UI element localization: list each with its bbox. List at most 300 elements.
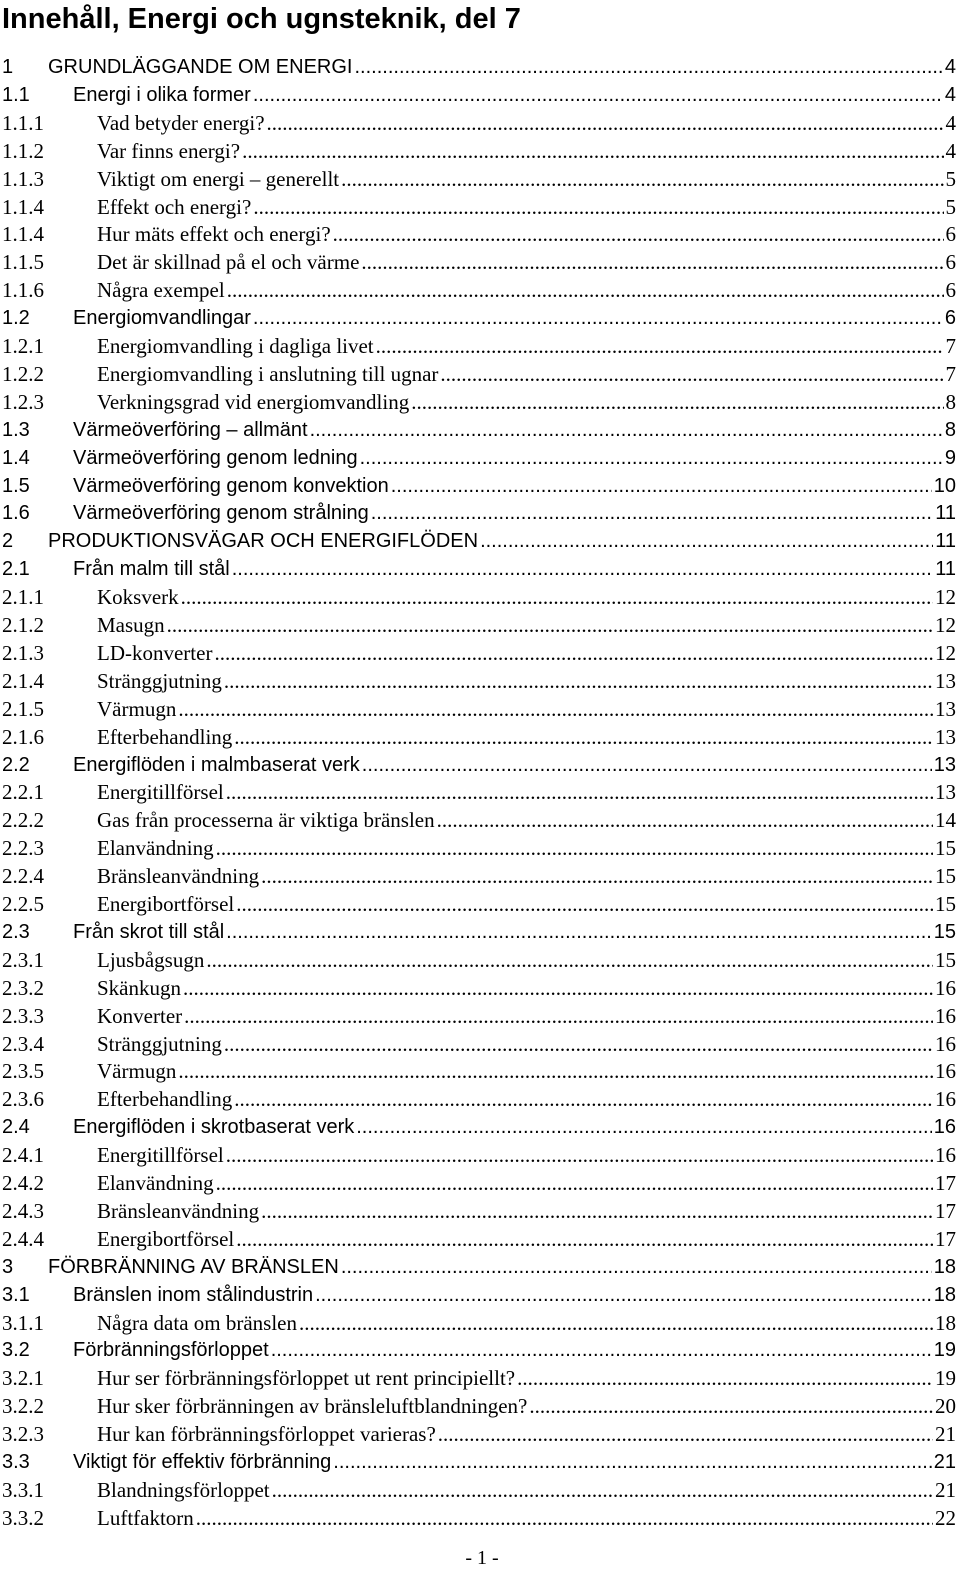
toc-entry-label — [73, 1337, 956, 1363]
toc-entry-label — [97, 1198, 956, 1224]
toc-entry[interactable] — [0, 277, 956, 303]
toc-entry[interactable] — [0, 138, 956, 164]
toc-entry-title: Hur mäts effekt och energi? — [97, 222, 331, 247]
dot-leader — [267, 110, 944, 136]
dot-leader — [183, 975, 933, 1001]
toc-entry-number: 1.1.5 — [2, 250, 44, 275]
toc-entry-title: Värmugn — [97, 1059, 177, 1084]
toc-entry-label — [97, 1086, 956, 1112]
toc-entry[interactable] — [0, 1198, 956, 1224]
toc-entry-title: Elanvändning — [97, 836, 214, 861]
toc-entry-page: 16 — [935, 975, 956, 1000]
toc-entry-label — [97, 1058, 956, 1084]
toc-entry[interactable] — [0, 500, 956, 526]
toc-entry-number: 1.1.6 — [2, 278, 44, 303]
toc-entry-page: 8 — [945, 389, 956, 414]
toc-entry-number: 2.3.1 — [2, 947, 44, 972]
toc-entry-number: 2.4.3 — [2, 1198, 44, 1223]
toc-entry-title: Skänkugn — [97, 975, 181, 1000]
page-number-footer: - 1 - — [465, 1547, 499, 1569]
toc-entry-page: 4 — [945, 110, 956, 135]
toc-entry-label — [73, 919, 956, 945]
toc-entry-title: LD-konverter — [97, 640, 213, 665]
toc-entry-title: Värmugn — [97, 696, 177, 721]
toc-entry-title: Förbränningsförloppet — [73, 1339, 269, 1362]
toc-entry[interactable] — [0, 668, 956, 694]
toc-entry-title: Energibortförsel — [97, 892, 235, 916]
dot-leader — [226, 919, 932, 945]
toc-entry[interactable] — [0, 1393, 956, 1419]
toc-entry-label — [73, 500, 956, 526]
toc-entry-number: 3.2.3 — [2, 1422, 44, 1447]
toc-entry-number: 1.2 — [2, 307, 30, 330]
toc-entry-number: 2.3.2 — [2, 975, 44, 1000]
toc-entry-label — [97, 1505, 956, 1531]
toc-entry[interactable] — [0, 389, 956, 415]
toc-entry-title: Luftfaktorn — [97, 1505, 194, 1530]
toc-entry[interactable] — [0, 54, 956, 80]
toc-entry[interactable] — [0, 1226, 956, 1252]
toc-entry-label — [97, 1170, 956, 1196]
toc-entry-label — [97, 584, 956, 610]
toc-entry-number: 1.2.3 — [2, 389, 44, 414]
dot-leader — [196, 1505, 933, 1531]
toc-entry-title: Vad betyder energi? — [97, 110, 265, 135]
toc-entry[interactable] — [0, 305, 956, 331]
toc-entry-label — [97, 1031, 956, 1057]
dot-leader — [361, 249, 943, 275]
toc-entry[interactable] — [0, 1058, 956, 1084]
toc-entry-label — [97, 221, 956, 247]
dot-leader — [341, 166, 943, 192]
dot-leader — [371, 500, 934, 526]
toc-entry-page: 6 — [945, 278, 956, 303]
toc-entry[interactable] — [0, 1170, 956, 1196]
toc-entry[interactable] — [0, 1254, 956, 1280]
toc-entry-number: 2.2 — [2, 753, 30, 776]
toc-entry-page: 15 — [935, 864, 956, 889]
toc-entry-title: Energiomvandlingar — [73, 307, 251, 330]
toc-entry-page: 11 — [935, 530, 956, 553]
toc-entry-title: Energibortförsel — [97, 1226, 235, 1251]
toc-entry-number: 3.1 — [2, 1283, 30, 1306]
toc-entry[interactable] — [0, 1337, 956, 1363]
toc-entry[interactable] — [0, 1282, 956, 1308]
dot-leader — [391, 473, 932, 499]
toc-entry-page: 15 — [935, 836, 956, 861]
toc-entry-page: 21 — [933, 1451, 956, 1473]
toc-entry-page: 13 — [935, 696, 956, 721]
dot-leader — [341, 1254, 932, 1280]
toc-entry-number: 1.4 — [2, 446, 30, 469]
toc-entry-label — [97, 166, 956, 192]
toc-entry-number: 3.3.2 — [2, 1505, 44, 1530]
toc-entry-title: Efterbehandling — [97, 1087, 233, 1112]
toc-entry-number: 2.3.4 — [2, 1031, 44, 1056]
toc-entry[interactable] — [0, 1086, 956, 1112]
toc-entry-title: Energitillförsel — [97, 780, 224, 805]
dot-leader — [226, 1142, 933, 1168]
toc-entry-page: 12 — [935, 613, 956, 637]
toc-entry-label — [97, 724, 956, 750]
toc-entry[interactable] — [0, 919, 956, 945]
toc-entry-number: 3 — [2, 1255, 14, 1278]
toc-entry-title: Konverter — [97, 1003, 183, 1028]
toc-entry-number: 2.2.5 — [2, 892, 44, 916]
toc-entry[interactable] — [0, 1421, 956, 1447]
toc-entry[interactable] — [0, 1114, 956, 1140]
toc-entry-title: Energiflöden i malmbaserat verk — [73, 753, 360, 776]
toc-entry-number: 3.2.2 — [2, 1394, 44, 1419]
toc-entry[interactable] — [0, 1003, 956, 1029]
toc-entry-label — [97, 361, 956, 387]
toc-entry-title: PRODUKTIONSVÄGAR OCH ENERGIFLÖDEN — [48, 530, 479, 553]
toc-entry-number: 1.1.4 — [2, 222, 44, 247]
toc-entry-page: 15 — [935, 947, 956, 972]
toc-entry-page: 6 — [945, 250, 956, 275]
toc-entry-title: Bränsleanvändning — [97, 864, 260, 889]
toc-entry-number: 2.1.1 — [2, 585, 44, 610]
toc-entry-page: 9 — [944, 446, 956, 469]
toc-entry-title: Värmeöverföring – allmänt — [73, 418, 308, 441]
dot-leader — [272, 1477, 933, 1503]
toc-entry-number: 3.3 — [2, 1451, 30, 1473]
toc-entry-page: 21 — [935, 1422, 956, 1447]
toc-entry-number: 3.1.1 — [2, 1310, 44, 1335]
toc-entry-number: 2.1 — [2, 558, 30, 581]
toc-entry-page: 17 — [935, 1198, 956, 1223]
toc-entry[interactable] — [0, 863, 956, 889]
toc-entry-title: Ljusbågsugn — [97, 947, 205, 972]
toc-entry-page: 21 — [935, 1477, 956, 1502]
toc-entry-label — [97, 1226, 956, 1252]
toc-entry-page: 19 — [933, 1339, 956, 1362]
dot-leader — [261, 1198, 933, 1224]
toc-entry-title: Det är skillnad på el och värme — [97, 250, 360, 275]
toc-entry-title: Energitillförsel — [97, 1143, 224, 1168]
toc-entry-number: 2.1.6 — [2, 724, 44, 749]
toc-entry-label — [97, 863, 956, 889]
toc-entry-label — [73, 1114, 956, 1140]
toc-entry-number: 1.6 — [2, 502, 30, 525]
toc-entry-number: 2.4.1 — [2, 1143, 44, 1168]
toc-entry-number: 2.1.2 — [2, 613, 44, 637]
toc-entry-label — [97, 947, 956, 973]
toc-entry-number: 2.1.4 — [2, 668, 44, 693]
toc-entry-page: 14 — [935, 808, 956, 833]
toc-entry-title: Energiflöden i skrotbaserat verk — [73, 1116, 355, 1139]
toc-entry-label — [73, 445, 956, 471]
toc-entry-page: 10 — [933, 474, 956, 497]
toc-entry-label — [73, 473, 956, 499]
toc-entry-title: Blandningsförloppet — [97, 1477, 270, 1502]
dot-leader — [360, 445, 943, 471]
toc-entry[interactable] — [0, 1310, 956, 1336]
toc-entry-label — [97, 1142, 956, 1168]
toc-entry-number: 1.1.2 — [2, 138, 44, 163]
toc-entry-label — [97, 194, 956, 220]
toc-entry-label — [97, 1421, 956, 1447]
toc-entry-label — [97, 277, 956, 303]
toc-entry-page: 15 — [935, 892, 956, 916]
toc-entry[interactable] — [0, 556, 956, 582]
toc-entry-label — [73, 752, 956, 778]
toc-entry-label — [97, 110, 956, 136]
dot-leader — [517, 1365, 933, 1391]
toc-entry-title: Hur sker förbränningen av bränsleluftblandningen? — [97, 1394, 528, 1419]
toc-entry-title: Stränggjutning — [97, 1031, 222, 1056]
toc-entry-number: 1.1.1 — [2, 110, 44, 135]
toc-entry-page: 12 — [935, 585, 956, 610]
toc-entry-title: Hur ser förbränningsförloppet ut rent principiellt? — [97, 1366, 516, 1391]
toc-entry[interactable] — [0, 361, 956, 387]
toc-entry-number: 2.2.4 — [2, 864, 44, 889]
toc-entry[interactable] — [0, 1449, 956, 1475]
toc-entry-label — [73, 82, 956, 108]
toc-entry[interactable] — [0, 835, 956, 861]
toc-entry-label — [97, 835, 956, 861]
toc-entry-title: Bränsleanvändning — [97, 1198, 260, 1223]
toc-entry-title: Viktigt för effektiv förbränning — [73, 1451, 332, 1473]
toc-entry[interactable] — [0, 1142, 956, 1168]
toc-entry-title: FÖRBRÄNNING AV BRÄNSLEN — [48, 1255, 339, 1278]
toc-entry-number: 2.4.2 — [2, 1171, 44, 1195]
toc-entry-page: 12 — [935, 640, 956, 665]
toc-entry-label — [97, 1477, 956, 1503]
toc-entry-title: Koksverk — [97, 585, 179, 610]
toc-entry[interactable] — [0, 82, 956, 108]
toc-entry-title: Värmeöverföring genom konvektion — [73, 474, 389, 497]
toc-entry-label — [97, 1003, 956, 1029]
dot-leader — [356, 1114, 932, 1140]
toc-entry-page: 16 — [935, 1059, 956, 1084]
toc-entry-page: 5 — [945, 166, 956, 191]
toc-entry-title: Energi i olika former — [73, 83, 251, 106]
toc-entry-number: 2.3.5 — [2, 1059, 44, 1084]
dot-leader — [315, 1282, 932, 1308]
toc-entry-page: 16 — [933, 1116, 956, 1139]
toc-entry[interactable] — [0, 445, 956, 471]
toc-entry-title: Viktigt om energi – generellt — [97, 166, 340, 191]
dot-leader — [253, 82, 943, 108]
toc-entry-title: Värmeöverföring genom ledning — [73, 446, 358, 469]
dot-leader — [310, 417, 943, 443]
toc-entry[interactable] — [0, 1477, 956, 1503]
dot-leader — [178, 1058, 933, 1084]
toc-entry-page: 16 — [935, 1087, 956, 1112]
toc-entry[interactable] — [0, 975, 956, 1001]
toc-entry[interactable] — [0, 473, 956, 499]
toc-entry[interactable] — [0, 1505, 956, 1531]
dot-leader — [234, 724, 933, 750]
toc-entry-title: Effekt och energi? — [97, 194, 252, 219]
toc-entry-label — [97, 1365, 956, 1391]
toc-entry-title: Några data om bränslen — [97, 1310, 298, 1335]
toc-entry-label — [73, 556, 956, 582]
toc-entry-number: 1.5 — [2, 474, 30, 497]
toc-entry-label — [97, 1393, 956, 1419]
toc-entry-number: 2.2.1 — [2, 780, 44, 805]
toc-entry-number: 2.2.2 — [2, 808, 44, 833]
toc-entry[interactable] — [0, 110, 956, 136]
toc-entry-page: 8 — [944, 418, 956, 441]
toc-entry[interactable] — [0, 333, 956, 359]
toc-entry[interactable] — [0, 640, 956, 666]
toc-entry-page: 7 — [945, 361, 956, 386]
toc-entry-number: 1 — [2, 56, 14, 78]
toc-entry[interactable] — [0, 417, 956, 443]
dot-leader — [206, 947, 933, 973]
toc-entry-page: 20 — [935, 1394, 956, 1419]
toc-entry[interactable] — [0, 166, 956, 192]
dot-leader — [333, 221, 944, 247]
toc-entry[interactable] — [0, 612, 956, 638]
dot-leader — [480, 528, 933, 554]
toc-entry-label — [97, 138, 956, 164]
toc-entry-page: 18 — [935, 1310, 956, 1335]
toc-entry-page: 11 — [935, 502, 956, 525]
dot-leader — [438, 1421, 933, 1447]
toc-entry-number: 2.4.4 — [2, 1226, 44, 1251]
toc-entry-label — [97, 640, 956, 666]
toc-entry-page: 16 — [935, 1003, 956, 1028]
dot-leader — [242, 138, 943, 164]
toc-entry-page: 13 — [933, 753, 956, 776]
toc-entry-number: 3.3.1 — [2, 1477, 44, 1502]
toc-entry-page: 11 — [935, 558, 956, 581]
toc-entry-page: 17 — [935, 1226, 956, 1251]
toc-entry-number: 2.3 — [2, 920, 30, 943]
toc-entry[interactable] — [0, 194, 956, 220]
dot-leader — [167, 612, 933, 638]
toc-entry-title: Gas från processerna är viktiga bränslen — [97, 808, 435, 833]
toc-entry-label — [73, 1449, 956, 1475]
dot-leader — [232, 556, 934, 582]
toc-entry[interactable] — [0, 807, 956, 833]
toc-entry-page: 13 — [935, 724, 956, 749]
toc-entry-number: 2.2.3 — [2, 836, 44, 861]
toc-entry-number: 1.2.1 — [2, 334, 44, 358]
toc-entry-page: 15 — [933, 920, 956, 943]
toc-entry[interactable] — [0, 584, 956, 610]
toc-entry[interactable] — [0, 1031, 956, 1057]
toc-entry-label — [97, 975, 956, 1001]
toc-entry-number: 2.3.6 — [2, 1087, 44, 1112]
toc-entry-label — [97, 696, 956, 722]
toc-entry-page: 19 — [935, 1366, 956, 1391]
toc-entry-title: Verkningsgrad vid energiomvandling — [97, 389, 410, 414]
toc-entry-label — [73, 1282, 956, 1308]
toc-entry-page: 22 — [935, 1505, 956, 1530]
toc-entry[interactable] — [0, 779, 956, 805]
toc-entry-number: 2.1.5 — [2, 696, 44, 721]
dot-leader — [181, 584, 933, 610]
toc-entry-number: 3.2.1 — [2, 1366, 44, 1391]
toc-entry-page: 18 — [933, 1283, 956, 1306]
toc-entry-title: Efterbehandling — [97, 724, 233, 749]
toc-entry-label — [97, 779, 956, 805]
toc-entry-label — [97, 389, 956, 415]
toc-entry-page: 13 — [935, 780, 956, 805]
toc-entry[interactable] — [0, 752, 956, 778]
toc-entry-number: 1.3 — [2, 418, 30, 441]
toc-entry-title: Masugn — [97, 613, 165, 637]
toc-entry-number: 1.1 — [2, 83, 30, 106]
dot-leader — [376, 333, 944, 359]
dot-leader — [411, 389, 943, 415]
toc-entry-number: 3.2 — [2, 1339, 30, 1362]
toc-entry-label — [48, 54, 956, 80]
toc-entry-label — [48, 1254, 956, 1280]
toc-entry-page: 4 — [944, 83, 956, 106]
toc-entry-title: Hur kan förbränningsförloppet varieras? — [97, 1422, 436, 1447]
dot-leader — [184, 1003, 933, 1029]
toc-entry[interactable] — [0, 249, 956, 275]
toc-entry-title: Värmeöverföring genom strålning — [73, 502, 369, 525]
dot-leader — [354, 54, 942, 80]
document-title: Innehåll, Energi och ugnsteknik, del 7 — [2, 3, 521, 35]
toc-entry[interactable] — [0, 696, 956, 722]
dot-leader — [261, 863, 933, 889]
toc-entry-label — [97, 612, 956, 638]
dot-leader — [236, 1226, 933, 1252]
toc-entry-number: 1.1.4 — [2, 194, 44, 219]
toc-entry-page: 17 — [935, 1171, 956, 1195]
toc-entry[interactable] — [0, 724, 956, 750]
dot-leader — [253, 194, 943, 220]
toc-entry-page: 4 — [945, 138, 956, 163]
toc-entry-label — [97, 807, 956, 833]
toc-entry-title: Stränggjutning — [97, 668, 222, 693]
toc-entry-page: 5 — [945, 194, 956, 219]
dot-leader — [333, 1449, 931, 1475]
toc-entry-label — [97, 249, 956, 275]
toc-entry-title: Elanvändning — [97, 1171, 214, 1195]
dot-leader — [236, 891, 933, 917]
toc-entry-title: Energiomvandling i anslutning till ugnar — [97, 361, 439, 386]
toc-entry-page: 18 — [933, 1255, 956, 1278]
toc-entry-title: Från malm till stål — [73, 558, 230, 581]
toc-entry-page: 4 — [944, 56, 956, 78]
toc-entry-page: 16 — [935, 1143, 956, 1168]
toc-entry-number: 2.4 — [2, 1116, 30, 1139]
toc-entry[interactable] — [0, 528, 956, 554]
toc-entry-title: Några exempel — [97, 278, 225, 303]
toc-entry-title: GRUNDLÄGGANDE OM ENERGI — [48, 56, 353, 78]
toc-entry[interactable] — [0, 891, 956, 917]
toc-entry-page: 6 — [945, 222, 956, 247]
toc-entry[interactable] — [0, 1365, 956, 1391]
toc-entry-title: Energiomvandling i dagliga livet — [97, 334, 374, 358]
dot-leader — [271, 1337, 932, 1363]
dot-leader — [214, 640, 933, 666]
dot-leader — [253, 305, 943, 331]
toc-entry-number: 1.2.2 — [2, 361, 44, 386]
toc-entry-label — [97, 668, 956, 694]
toc-entry-number: 2.3.3 — [2, 1003, 44, 1028]
toc-entry-label — [97, 1310, 956, 1336]
toc-entry[interactable] — [0, 221, 956, 247]
dot-leader — [529, 1393, 933, 1419]
toc-entry-label — [97, 333, 956, 359]
toc-entry-number: 1.1.3 — [2, 166, 44, 191]
dot-leader — [216, 1170, 933, 1196]
toc-entry-page: 7 — [945, 334, 956, 358]
toc-entry[interactable] — [0, 947, 956, 973]
dot-leader — [299, 1310, 933, 1336]
dot-leader — [224, 668, 933, 694]
dot-leader — [224, 1031, 933, 1057]
